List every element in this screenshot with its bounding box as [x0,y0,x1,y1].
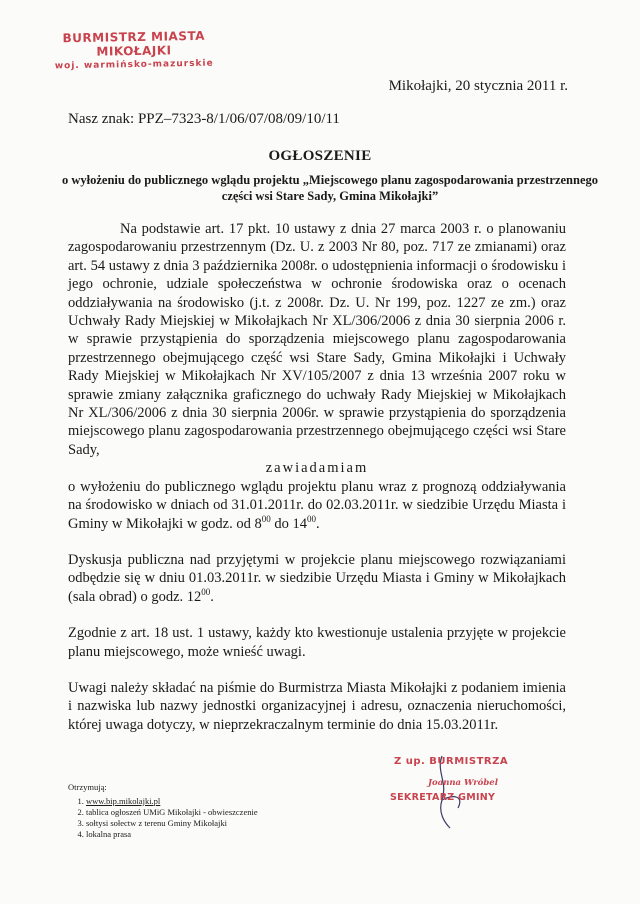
paragraph-public-discussion: Dyskusja publiczna nad przyjętymi w projekcie planu miejscowego rozwiązaniami odbędzie się w dniu 01.03.2011r. w siedzibie Urzędu Miasta i Gminy w Mikołajkach (sala obrad) o godz. $12^{00}$. [68,551,566,605]
signature-line-3: SEKRETARZ GMINY [390,792,496,803]
paragraph-submission: Uwagi należy składać na piśmie do Burmistrza Miasta Mikołajki z podaniem imienia i nazwiska lub nazwy jednostki organizacyjnej i adresu, oznaczenia nieruchomości, której uwaga dotyczy, w nieprzekraczalnym terminie do dnia 15.03.2011r. [68,679,566,733]
document-body [68,220,566,734]
header-stamp [34,28,235,71]
signature-line-2: Joanna Wróbel [428,778,498,788]
paragraph-objections: Zgodnie z art. 18 ust. 1 ustawy, każdy kto kwestionuje ustalenia przyjęte w projekcie planu miejscowego, może wnieść uwagi. [68,625,566,660]
stamp-line-2: woj. warmińsko-mazurskie [54,58,214,72]
announcement-word: zawiadamiam [265,460,369,477]
stamp-line-1: BURMISTRZ MIASTA MIKOŁAJKI [62,28,206,59]
recipients-heading: Otrzymują: [68,782,107,792]
document-subject: o wyłożeniu do publicznego wglądu projektu „Miejscowego planu zagospodarowania przestrzennego części wsi Stare Sady, Gmina Mikołajki” [61,173,598,203]
signature-line-1: Z up. BURMISTRZA [394,756,509,767]
recipients-list [68,782,258,840]
recipients-items [68,796,258,840]
paragraph-legal-basis: Na podstawie art. 17 pkt. 10 ustawy z dnia 27 marca 2003 r. o planowaniu zagospodarowaniu przestrzennym (Dz. U. z 2003 Nr 80, poz. 717 ze zmianami) oraz art. 54 ustawy z dnia 3 października 2008r. o udostępnienia informacji o środowisku i jego ochronie, udziale społeczeństwa w ochronie środowiska oraz o ocenach oddziaływania na środowisko (j.t. z 2008r. Dz. U. Nr 199, poz. 1227 ze zm.) oraz Uchwały Rady Miejskiej w Mikołajkach Nr XL/306/2006 z dnia 30 sierpnia 2006 r. w sprawie przystąpienia do sporządzenia miejscowego planu zagospodarowania przestrzennego obejmującego część wsi Stare Sady, Gmina Mikołajki i Uchwały Rady Miejskiej w Mikołajkach Nr XV/105/2007 z dnia 13 września 2007 roku w sprawie zmiany załącznika graficznego do uchwały Rady Miejskiej w Mikołajkach Nr XL/306/2006 z dnia 30 sierpnia 2006r. w sprawie przystąpienia do sporządzenia miejscowego planu zagospodarowania przestrzennego obejmującego części wsi Stare Sady, [68,221,566,458]
recipient-item: 2. tablica ogłoszeń UMiG Mikołajki - obwieszczenie [86,807,258,818]
document-title: OGŁOSZENIE [268,148,372,164]
paragraph-display-period: o wyłożeniu do publicznego wglądu projektu planu wraz z prognozą oddziaływania na środowisko w dniach od 31.01.2011r. do 02.03.2011r. w siedzibie Urzędu Miasta i Gminy w Mikołajki w godz. od $8^{00}$ do $14^{00}$. [68,478,566,532]
bip-link[interactable]: www.bip.mikolajki.pl [86,796,161,806]
recipient-item: 4. lokalna prasa [86,829,258,840]
document-date: Mikołajki, 20 stycznia 2011 r. [388,78,568,94]
signature-stamp [384,752,544,832]
recipient-item: 3. sołtysi sołectw z terenu Gminy Mikołajki [86,818,258,829]
reference-number: Nasz znak: PPZ–7323-8/1/06/07/08/09/10/11 [68,111,340,127]
recipient-item[interactable] [86,796,258,807]
